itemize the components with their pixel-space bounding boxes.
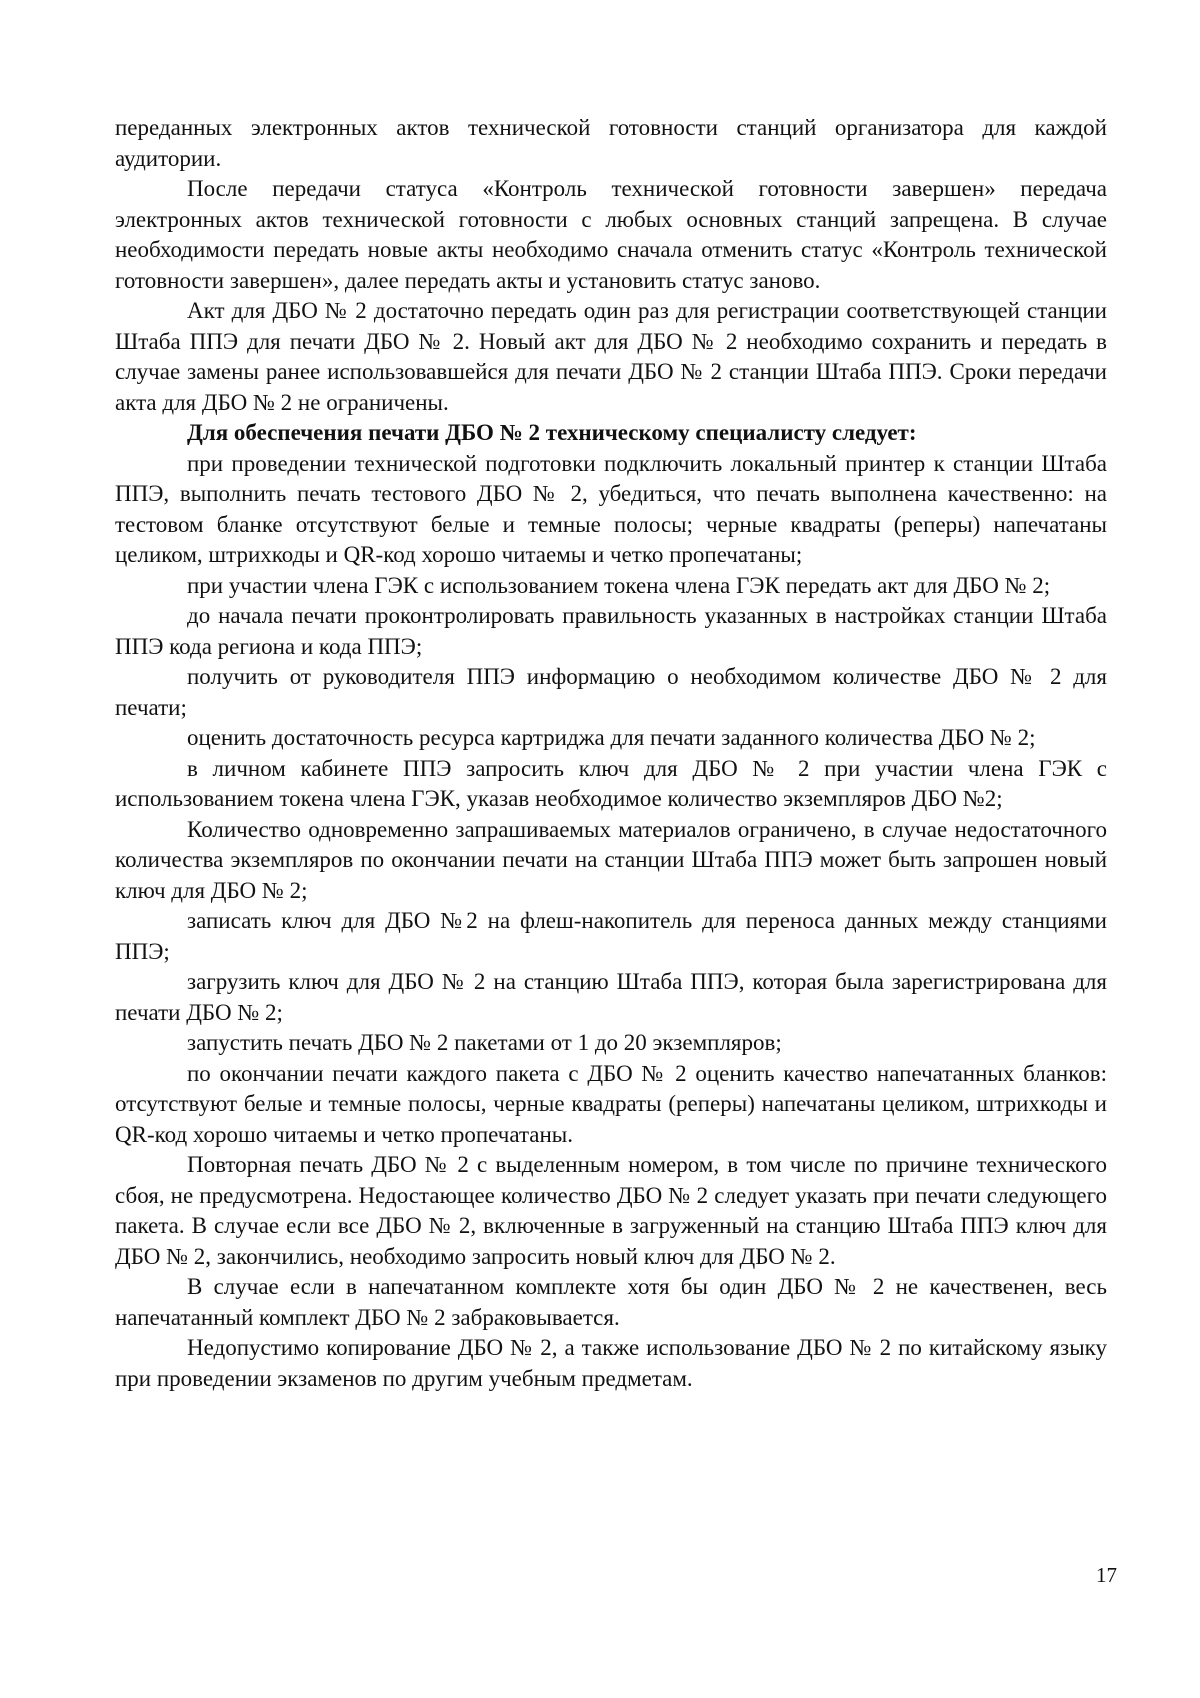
list-item-test-print: при проведении технической подготовки подключить локальный принтер к станции Штаба ППЭ, выполнить печать тестового ДБО № 2, убедиться, что печать выполнена качественно: на тестовом бланке отсутствуют белые и темные полосы; черные квадраты (реперы) напечатаны целиком, штрихкоды и QR-код хорошо читаемы и четко пропечатаны;: [115, 450, 1107, 567]
list-item-check-quality: по окончании печати каждого пакета с ДБО № 2 оценить качество напечатанных бланков: отсутствуют белые и темные полосы, черные квадраты (реперы) напечатаны целиком, штрихкоды и QR-код хорошо читаемы и четко пропечатаны.: [115, 1060, 1107, 1147]
list-item-cartridge: оценить достаточность ресурса картриджа для печати заданного количества ДБО № 2;: [187, 725, 1036, 750]
list-item-get-quantity: получить от руководителя ППЭ информацию о необходимом количестве ДБО № 2 для печати;: [115, 664, 1107, 720]
paragraph-status-transfer: После передачи статуса «Контроль технической готовности завершен» передача электронных актов технической готовности с любых основных станций запрещена. В случае необходимости передать новые акты необходимо сначала отменить статус «Контроль технической готовности завершен», далее передать акты и установить статус заново.: [115, 176, 1107, 293]
paragraph-act-dbo2: Акт для ДБО № 2 достаточно передать один раз для регистрации соответствующей станции Штаба ППЭ для печати ДБО № 2. Новый акт для ДБО № 2 необходимо сохранить и передать в случае замены ранее использовавшейся для печати ДБО № 2 станции Штаба ППЭ. Сроки передачи акта для ДБО № 2 не ограничены.: [115, 298, 1107, 415]
document-body: [115, 113, 1107, 1394]
paragraph-continuation: переданных электронных актов технической готовности станций организатора для каждой аудитории.: [115, 115, 1107, 171]
paragraph-quantity-limit: Количество одновременно запрашиваемых материалов ограничено, в случае недостаточного количества экземпляров по окончании печати на станции Штаба ППЭ может быть запрошен новый ключ для ДБО № 2;: [115, 816, 1107, 903]
section-heading: Для обеспечения печати ДБО № 2 техническому специалисту следует:: [187, 420, 917, 445]
list-item-transfer-act: при участии члена ГЭК с использованием токена члена ГЭК передать акт для ДБО № 2;: [187, 572, 1051, 598]
page-number: 17: [1096, 1563, 1117, 1587]
paragraph-reprint: Повторная печать ДБО № 2 с выделенным номером, в том числе по причине технического сбоя, не предусмотрена. Недостающее количество ДБО № 2 следует указать при печати следующего пакета. В случае если все ДБО № 2, включенные в загруженный на станцию Штаба ППЭ ключ для ДБО № 2, закончились, необходимо запросить новый ключ для ДБО № 2.: [115, 1152, 1107, 1269]
list-item-check-settings: до начала печати проконтролировать правильность указанных в настройках станции Штаба ППЭ кода региона и кода ППЭ;: [115, 603, 1107, 659]
list-item-save-key: записать ключ для ДБО №2 на флеш-накопитель для переноса данных между станциями ППЭ;: [115, 908, 1107, 964]
paragraph-copy-prohibited: Недопустимо копирование ДБО № 2, а также использование ДБО № 2 по китайскому языку при проведении экзаменов по другим учебным предметам.: [115, 1335, 1107, 1391]
list-item-start-print: запустить печать ДБО № 2 пакетами от 1 до 20 экземпляров;: [187, 1030, 782, 1055]
list-item-load-key: загрузить ключ для ДБО № 2 на станцию Штаба ППЭ, которая была зарегистрирована для печати ДБО № 2;: [115, 969, 1107, 1025]
paragraph-defective-set: В случае если в напечатанном комплекте хотя бы один ДБО № 2 не качественен, весь напечатанный комплект ДБО № 2 забраковывается.: [115, 1274, 1107, 1330]
list-item-request-key: в личном кабинете ППЭ запросить ключ для ДБО № 2 при участии члена ГЭК с использованием токена члена ГЭК, указав необходимое количество экземпляров ДБО №2;: [115, 755, 1107, 811]
